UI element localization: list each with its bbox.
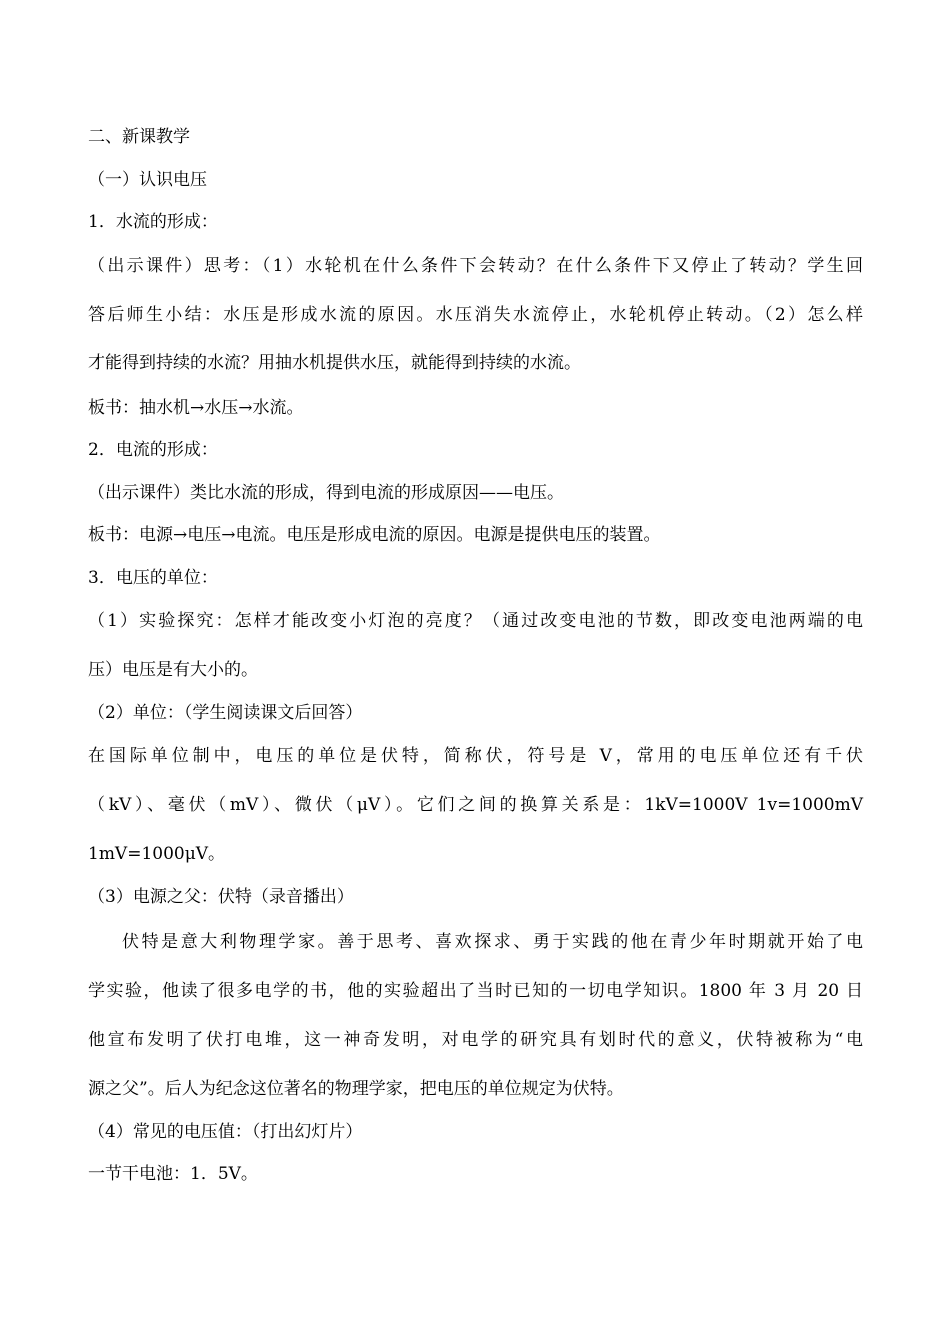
paragraph-line: 在国际单位制中，电压的单位是伏特，简称伏，符号是 V，常用的电压单位还有千伏 [88,746,863,766]
paragraph-line: 学实验，他读了很多电学的书，他的实验超出了当时已知的一切电学知识。1800 年 3 月 20 日 [88,981,863,1001]
paragraph-line: （出示课件）思考：（1）水轮机在什么条件下会转动？在什么条件下又停止了转动？学生回 [88,256,863,276]
paragraph-line: （3）电源之父：伏特（录音播出） [88,887,354,907]
item-heading-water-flow: 1．水流的形成： [88,212,218,232]
item-heading-current: 2．电流的形成： [88,440,218,460]
paragraph-line: 答后师生小结：水压是形成水流的原因。水压消失水流停止，水轮机停止转动。（2）怎么样 [88,305,863,325]
paragraph-line: （kV）、毫伏（mV）、微伏（μV）。它们之间的换算关系是：1kV=1000V 1v=1000mV [88,795,863,815]
paragraph-line: 伏特是意大利物理学家。善于思考、喜欢探求、勇于实践的他在青少年时期就开始了电 [122,932,863,952]
paragraph-line: 压）电压是有大小的。 [88,660,258,680]
paragraph-line: 1mV=1000μV。 [88,844,226,864]
paragraph-line: （4）常见的电压值：（打出幻灯片） [88,1122,363,1142]
paragraph-line: （出示课件）类比水流的形成，得到电流的形成原因——电压。 [88,483,564,503]
paragraph-line: （2）单位：（学生阅读课文后回答） [88,703,363,723]
paragraph-line: 才能得到持续的水流？用抽水机提供水压，就能得到持续的水流。 [88,353,581,373]
paragraph-line: 一节干电池：1．5V。 [88,1164,258,1184]
paragraph-line: 他宣布发明了伏打电堆，这一神奇发明，对电学的研究具有划时代的意义，伏特被称为“电 [88,1030,863,1050]
blackboard-note: 板书：电源→电压→电流。电压是形成电流的原因。电源是提供电压的装置。 [88,525,661,545]
blackboard-note: 板书：抽水机→水压→水流。 [88,398,304,418]
subsection-heading: （一）认识电压 [88,170,207,190]
paragraph-line: 源之父”。后人为纪念这位著名的物理学家，把电压的单位规定为伏特。 [88,1079,624,1099]
paragraph-line: （1）实验探究：怎样才能改变小灯泡的亮度？（通过改变电池的节数，即改变电池两端的电 [88,611,863,631]
item-heading-voltage-unit: 3．电压的单位： [88,568,218,588]
section-heading: 二、新课教学 [88,127,190,147]
